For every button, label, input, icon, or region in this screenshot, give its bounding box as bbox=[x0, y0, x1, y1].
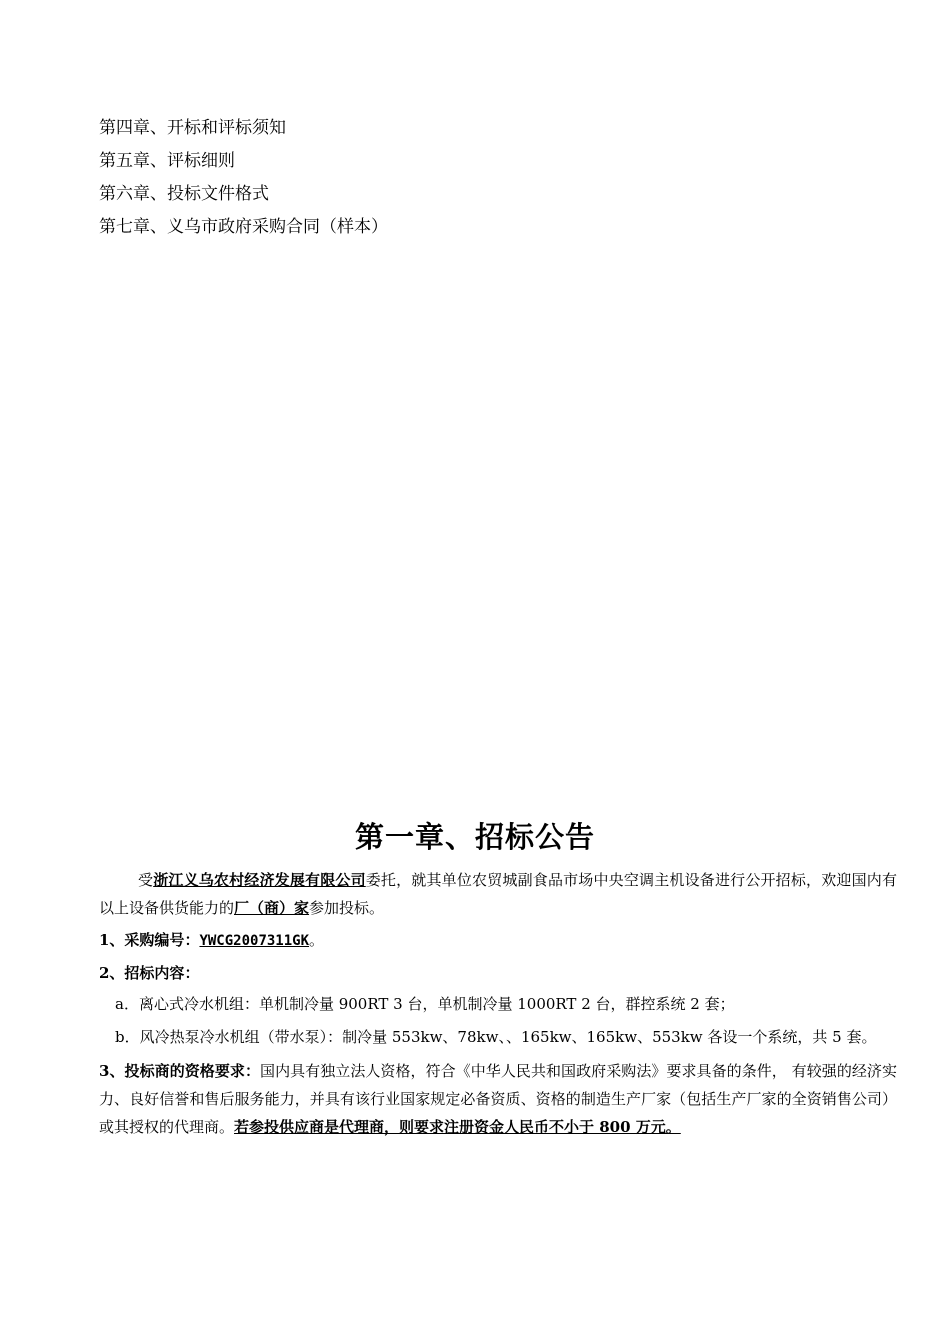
intro-middle: 委托，就其单位农贸城副食品市场中央空调主机设备进行公开招标，欢迎国内有以上设备供货能力的 bbox=[99, 871, 897, 917]
tender-content-label: 2、招标内容： bbox=[99, 964, 200, 982]
intro-paragraph bbox=[99, 866, 897, 922]
procurement-number-end: 。 bbox=[309, 931, 325, 949]
tender-content-heading bbox=[99, 959, 897, 987]
tender-item-b: b．风冷热泵冷水机组（带水泵）：制冷量 553kw、78kw、、165kw、165kw、553kw 各设一个系统，共 5 套。 bbox=[115, 1028, 877, 1046]
toc-item-chapter-7: 第七章、义乌市政府采购合同（样本） bbox=[99, 217, 388, 237]
qualification-text: 国内具有独立法人资格，符合《中华人民共和国政府采购法》要求具备的条件， 有较强的经济实力、良好信誉和售后服务能力，并具有该行业国家规定必备资质、资格的制造生产厂家（包括生产厂家的全资销售公司）或其授权的代理商。 bbox=[99, 1062, 897, 1136]
intro-prefix: 受 bbox=[138, 871, 154, 889]
toc-item-chapter-6: 第六章、投标文件格式 bbox=[99, 184, 269, 204]
manufacturer-term: 厂（商）家 bbox=[234, 899, 310, 917]
procurement-number-line bbox=[99, 926, 897, 955]
announcement-body bbox=[99, 866, 897, 1141]
client-org-name: 浙江义乌农村经济发展有限公司 bbox=[153, 871, 366, 889]
table-of-contents bbox=[99, 112, 388, 244]
qualification-paragraph bbox=[99, 1057, 897, 1141]
procurement-number-label: 1、采购编号： bbox=[99, 931, 200, 949]
chapter-title: 第一章、招标公告 bbox=[354, 820, 595, 854]
intro-suffix: 参加投标。 bbox=[309, 899, 385, 917]
qualification-label: 3、投标商的资格要求： bbox=[99, 1062, 261, 1080]
toc-item-chapter-5: 第五章、评标细则 bbox=[99, 151, 235, 171]
tender-item-a: a．离心式冷水机组：单机制冷量 900RT 3 台，单机制冷量 1000RT 2 台，群控系统 2 套； bbox=[115, 995, 735, 1013]
qualification-capital-requirement: 若参投供应商是代理商，则要求注册资金人民币不小于 800 万元。 bbox=[234, 1118, 681, 1136]
toc-item-chapter-4: 第四章、开标和评标须知 bbox=[99, 118, 286, 138]
procurement-number-value: YWCG2007311GK bbox=[199, 933, 310, 949]
